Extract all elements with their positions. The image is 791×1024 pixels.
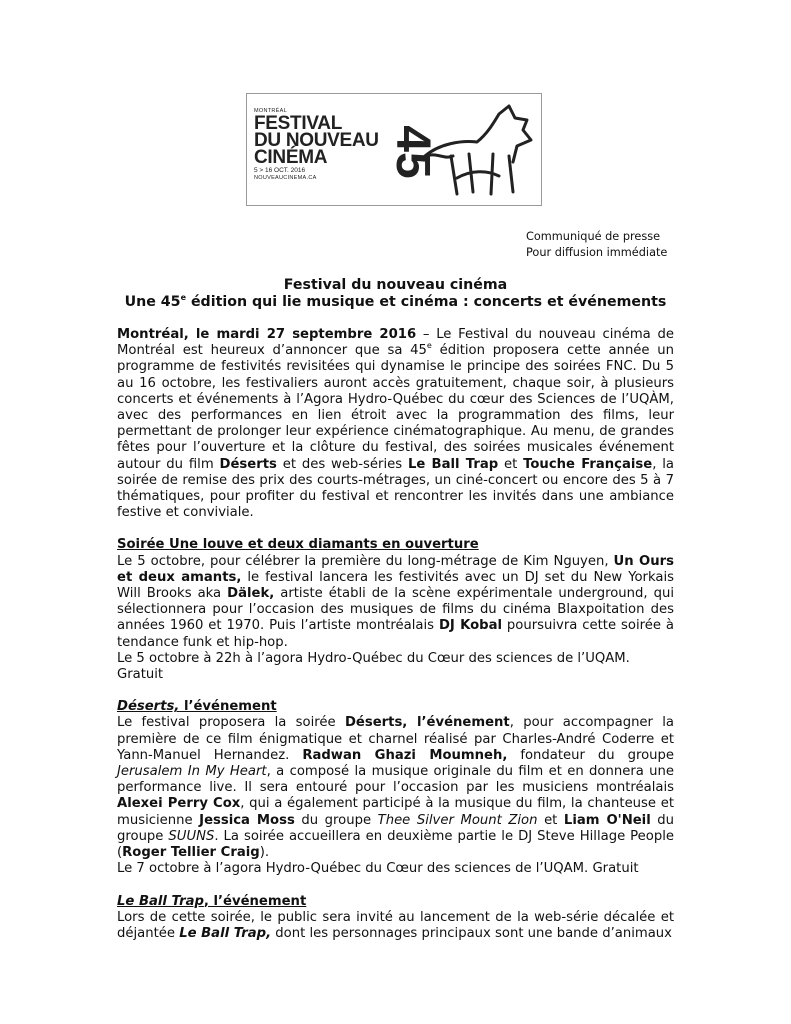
section-2-text: Le festival proposera la soirée <box>117 715 345 731</box>
section-2-event-info: Le 7 octobre à l’agora Hydro-Québec du Cœur des sciences de l’UQAM. Gratuit <box>117 861 639 877</box>
section-1-text: artiste établi de la scène expérimentale underground, qui sélectionnera pour l’occasion des musiques de films du cinéma Blaxpoitation des années 1960 et 1970. Puis l’artiste montréalais <box>117 586 674 634</box>
section-2-bold: Roger Tellier Craig <box>122 845 260 861</box>
logo-edition-number: 45 <box>386 125 439 179</box>
press-notice-line-1: Communiqué de presse <box>526 230 661 243</box>
section-2-text: , pour accompagner la première de ce film énigmatique et charnel réalisé par Charles-André Coderre et Yann-Manuel Hernandez. <box>117 715 675 763</box>
logo-dates: 5 > 16 OCT. 2016 <box>254 167 306 174</box>
wolf-icon <box>425 106 531 194</box>
section-3-bold-italic: Le Ball Trap, <box>179 925 272 941</box>
press-notice-line-2: Pour diffusion immédiate <box>526 246 668 259</box>
title-line-1: Festival du nouveau cinéma <box>283 277 508 293</box>
logo-graphic <box>247 94 543 207</box>
intro-text: , la soirée de remise des prix des courts-métrages, un ciné-concert ou encore des 5 à 7 thématiques, pour profiter du festival et rencontrer les invités dans une ambiance festive et conviviale. <box>117 456 674 521</box>
section-3-text: Lors de cette soirée, le public sera invité au lancement de la web-série décalée et déjantée <box>117 909 674 941</box>
section-2-text: du groupe <box>117 812 675 844</box>
section-2-text: fondateur du groupe <box>507 747 675 763</box>
intro-bold: Déserts <box>219 456 277 472</box>
intro-text: et <box>498 456 524 472</box>
section-2-bold: Alexei Perry Cox <box>117 796 241 812</box>
logo-line-2: DU NOUVEAU <box>254 130 379 151</box>
intro-paragraph <box>117 327 674 521</box>
title-line-2-suffix: édition qui lie musique et cinéma : concerts et événements <box>186 294 667 310</box>
section-1-heading: Soirée Une louve et deux diamants en ouverture <box>117 537 479 553</box>
section-3-heading-italic: Le Ball Trap <box>117 893 204 909</box>
title-superscript: e <box>180 293 186 302</box>
section-2-heading <box>117 699 674 715</box>
section-1-bold: Dälek, <box>227 586 275 602</box>
press-release-title <box>117 277 674 311</box>
section-2-italic: Jerusalem In My Heart <box>117 764 267 780</box>
festival-logo <box>246 93 542 206</box>
intro-superscript: e <box>426 341 432 351</box>
section-1-text: poursuivra cette soirée à tendance funk et hip-hop. <box>117 618 674 650</box>
section-2-text: et <box>537 812 564 828</box>
section-1-paragraph <box>117 554 674 651</box>
press-notice <box>526 229 667 261</box>
section-2-bold: Déserts, l’événement <box>344 715 510 731</box>
section-2-bold: Jessica Moss <box>199 812 295 828</box>
section-2-bold: Radwan Ghazi Moumneh, <box>302 747 508 763</box>
logo-line-1: FESTIVAL <box>254 113 343 134</box>
section-1-text: le festival lancera les festivités avec un DJ set du New Yorkais Will Brooks aka <box>117 569 675 602</box>
section-2-text: . La soirée accueillera en deuxième partie le DJ Steve Hillage People ( <box>117 828 674 861</box>
section-3-paragraph <box>117 910 674 942</box>
section-3-heading <box>117 894 674 910</box>
section-2-heading-italic: Déserts, <box>117 699 180 715</box>
logo-line-3: CINÉMA <box>254 147 328 168</box>
section-2-paragraph <box>117 715 674 861</box>
logo-city: MONTRÉAL <box>254 108 287 114</box>
section-2-text: , a composé la musique originale du film et en donnera une performance live. Il sera entouré pour l’occasion par les musiciens montréalais <box>117 764 675 796</box>
intro-text: édition proposera cette année un programme de festivités revisitées qui dynamise le principe des soirées FNC. Du 5 au 16 octobre, les festivaliers auront accès gratuitement, chaque soir, à plusieurs concerts et événements à l’Agora Hydro-Québec du cœur des Sciences de l’UQÀM, avec des performances en lien étroit avec la programmation des films, leur permettant de prolonger leur expérience cinématographique. Au menu, de grandes fêtes pour l’ouverture et la clôture du festival, des soirées musicales événement autour du film <box>117 343 674 472</box>
section-2-italic: Thee Silver Mount Zion <box>377 812 538 828</box>
title-line-2-prefix: Une 45 <box>124 294 181 310</box>
document-body <box>117 327 674 942</box>
section-2-text: ). <box>259 845 270 861</box>
intro-bold: Le Ball Trap <box>407 456 499 472</box>
intro-text: et des web-séries <box>276 456 408 472</box>
section-1-event-info: Le 5 octobre à 22h à l’agora Hydro-Québec du Cœur des sciences de l’UQAM. Gratuit <box>117 650 630 683</box>
section-3-text: dont les personnages principaux sont une bande d’animaux <box>271 925 672 941</box>
section-2-text: du groupe <box>294 812 378 828</box>
dateline: Montréal, le mardi 27 septembre 2016 <box>117 327 417 342</box>
intro-text: – Le Festival du nouveau cinéma de Montréal est heureux d’annoncer que sa 45 <box>117 327 674 359</box>
title-line-2 <box>117 294 674 311</box>
section-2-bold: Liam O'Neil <box>563 812 651 828</box>
section-1-bold: Un Ours et deux amants, <box>117 553 675 585</box>
section-1-text: Le 5 octobre, pour célébrer la première du long-métrage de Kim Nguyen, <box>117 553 614 569</box>
intro-bold: Touche Française <box>523 456 653 472</box>
section-1-bold: DJ Kobal <box>438 618 503 634</box>
logo-url: NOUVEAUCINEMA.CA <box>254 175 317 181</box>
section-2-italic: SUUNS <box>168 828 215 844</box>
section-2-text: , qui a également participé à la musique du film, la chanteuse et musicienne <box>117 796 674 828</box>
section-2-heading-rest: l’événement <box>179 699 277 715</box>
section-3-heading-rest: , l’événement <box>203 893 307 909</box>
